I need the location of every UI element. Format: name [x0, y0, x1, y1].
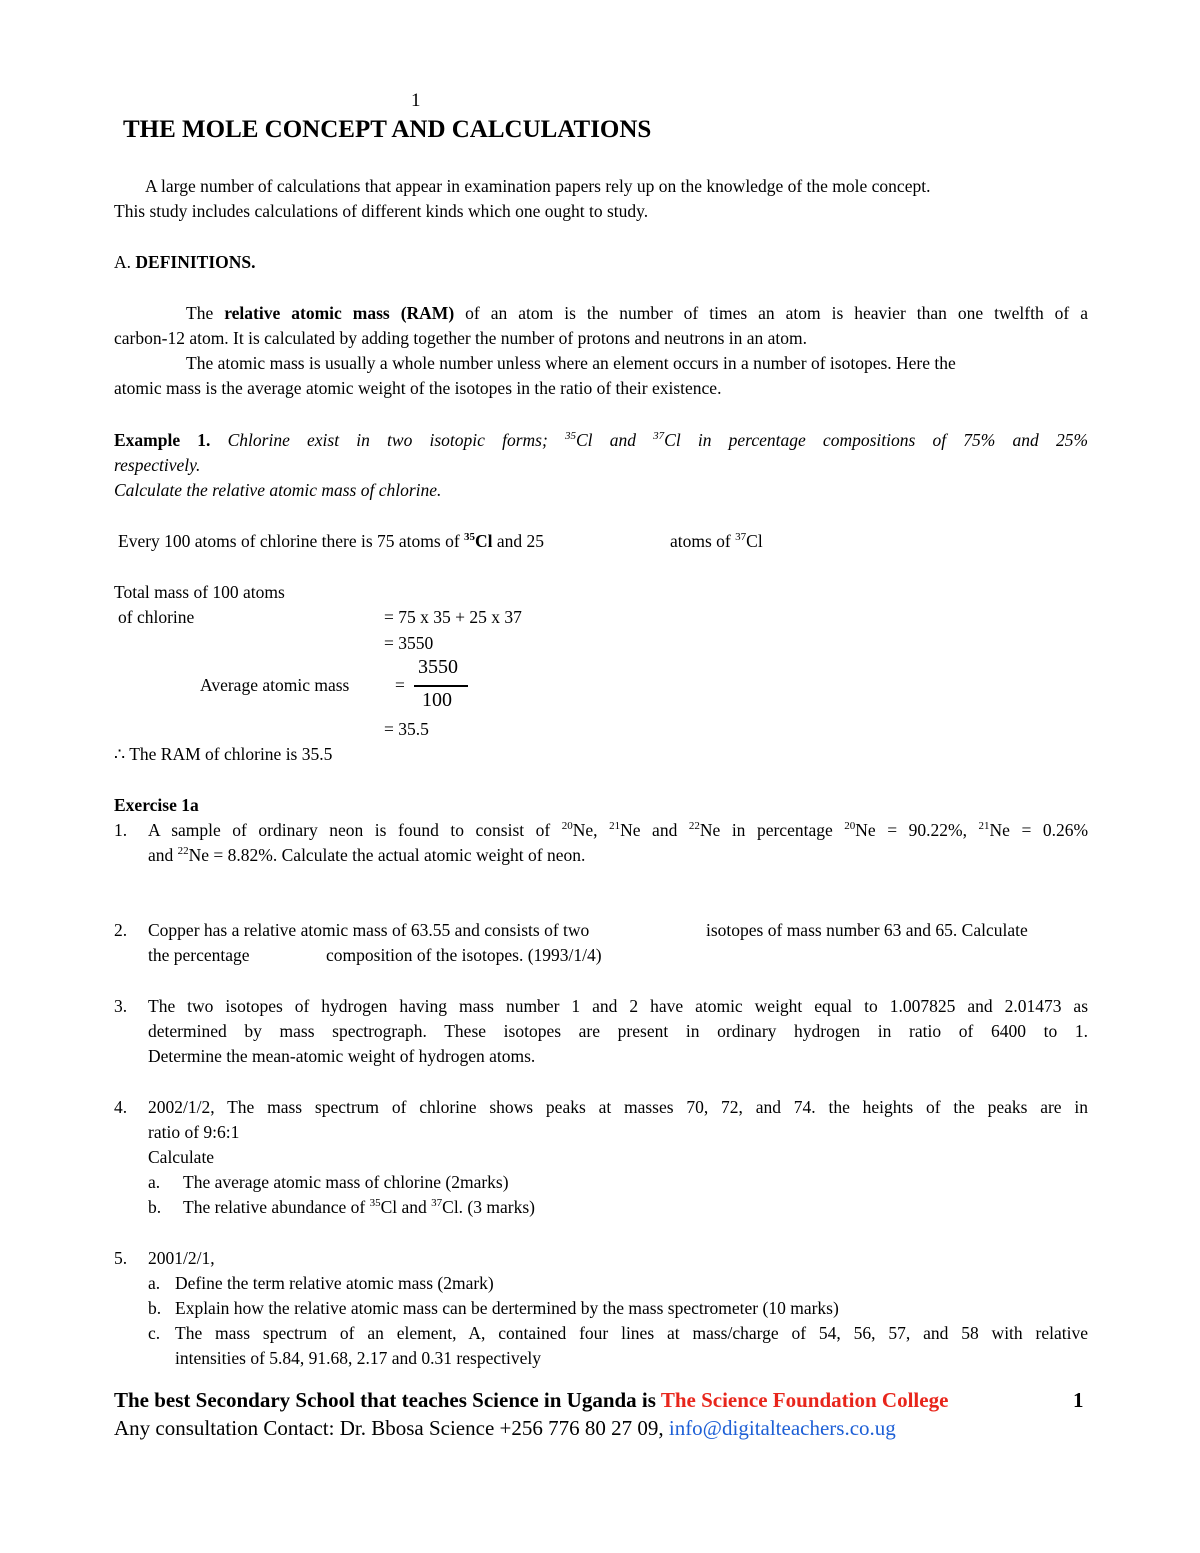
fraction-numerator: 3550	[418, 656, 458, 678]
q1-s21a: 21	[609, 820, 621, 832]
every-e: Cl	[746, 531, 763, 551]
q3-line1: The two isotopes of hydrogen having mass number 1 and 2 have atomic weight equal to 1.007825 and 2.01473 as	[148, 996, 1088, 1016]
example1-q-c: Cl in percentage compositions of 75% and 25%	[664, 430, 1089, 450]
calc-line-2: = 3550	[384, 633, 434, 653]
q4-line2: ratio of 9:6:1	[148, 1122, 240, 1142]
definitions-heading-text: DEFINITIONS.	[135, 252, 256, 272]
q4-number: 4.	[114, 1097, 128, 1117]
q2-line2-a: the percentage	[148, 945, 250, 965]
p1-rest: of an atom is the number of times an atom is heavier than one twelfth of a	[465, 303, 1089, 323]
example1-sup35: 35	[565, 430, 576, 442]
q5-line1: 2001/2/1,	[148, 1248, 215, 1268]
q5-b-text: Explain how the relative atomic mass can be dertermined by the mass spectrometer (10 marks)	[175, 1298, 839, 1318]
q5-c-text1: The mass spectrum of an element, A, contained four lines at mass/charge of 54, 56, 57, and 58 with relative	[175, 1323, 1088, 1343]
q2-number: 2.	[114, 920, 128, 940]
footer-line1	[114, 1386, 948, 1414]
q1-line1	[148, 818, 1088, 843]
q1-s21b: 21	[978, 820, 990, 832]
intro-line-2: This study includes calculations of different kinds which one ought to study.	[114, 201, 649, 221]
q4-b-text	[183, 1195, 535, 1220]
example1-every-line	[118, 529, 544, 554]
definitions-heading-prefix: A.	[114, 252, 136, 272]
q4-line1: 2002/1/2, The mass spectrum of chlorine shows peaks at masses 70, 72, and 74. the heights of the peaks are in	[148, 1097, 1088, 1117]
conclusion-line	[114, 742, 332, 767]
q3-line2: determined by mass spectrograph. These isotopes are present in ordinary hydrogen in ratio of 6400 to 1.	[148, 1021, 1088, 1041]
q1-l2-b: Ne = 8.82%. Calculate the actual atomic weight of neon.	[188, 845, 586, 865]
calc-line-3: = 35.5	[384, 719, 429, 739]
definitions-p2-line1: The atomic mass is usually a whole number unless where an element occurs in a number of isotopes. Here the	[186, 353, 956, 373]
every-d: atoms of	[670, 531, 731, 551]
q5-b-label: b.	[148, 1298, 162, 1318]
page-title: THE MOLE CONCEPT AND CALCULATIONS	[123, 116, 652, 143]
q1-l2-a: and	[148, 845, 174, 865]
q4-b-c: Cl. (3 marks)	[442, 1197, 535, 1217]
example1-every-line-tail	[670, 529, 763, 554]
average-atomic-mass-label: Average atomic mass	[200, 675, 350, 695]
exercise-title: Exercise 1a	[114, 795, 199, 815]
q5-number: 5.	[114, 1248, 128, 1268]
q1-l1-e: Ne = 90.22%,	[855, 820, 967, 840]
q1-s20a: 20	[561, 820, 573, 832]
q1-l1-b: Ne,	[572, 820, 598, 840]
intro-line-1: A large number of calculations that appear in examination papers rely up on the knowledge of the mole concept.	[145, 176, 931, 196]
q4-b-b: Cl and	[380, 1197, 427, 1217]
definitions-p1-line1	[186, 301, 1088, 326]
example1-sup37: 37	[653, 430, 665, 442]
q3-number: 3.	[114, 996, 128, 1016]
q2-line1-a: Copper has a relative atomic mass of 63.55 and consists of two	[148, 920, 590, 940]
q1-l1-c: Ne and	[620, 820, 678, 840]
footer-school-name: The Science Foundation College	[660, 1388, 949, 1412]
q4-line3: Calculate	[148, 1147, 215, 1167]
q5-a-text: Define the term relative atomic mass (2mark)	[175, 1273, 494, 1293]
q4-b-label: b.	[148, 1197, 162, 1217]
q2-line2-b: composition of the isotopes. (1993/1/4)	[326, 945, 602, 965]
q1-s22a: 22	[688, 820, 700, 832]
definitions-heading	[114, 250, 256, 275]
q1-number: 1.	[114, 820, 128, 840]
calc-line-1: = 75 x 35 + 25 x 37	[384, 607, 522, 627]
every-b: Cl	[475, 531, 493, 551]
definitions-p2-line2: atomic mass is the average atomic weight of the isotopes in the ratio of their existence.	[114, 378, 722, 398]
every-sup1: 35	[464, 531, 476, 543]
total-mass-line2: of chlorine	[118, 607, 195, 627]
footer-contact: Any consultation Contact: Dr. Bbosa Science +256 776 80 27 09,	[114, 1416, 664, 1440]
fraction-bar	[414, 685, 468, 687]
every-c: and 25	[496, 531, 545, 551]
fraction-denominator: 100	[422, 689, 452, 711]
q3-line3: Determine the mean-atomic weight of hydrogen atoms.	[148, 1046, 536, 1066]
average-equals: =	[395, 675, 405, 695]
q5-c-label: c.	[148, 1323, 161, 1343]
q5-a-label: a.	[148, 1273, 161, 1293]
footer-school-text: The best Secondary School that teaches Science in Uganda is	[114, 1388, 656, 1412]
example1-label: Example 1.	[114, 430, 211, 450]
p1-term: relative atomic mass (RAM)	[224, 303, 455, 323]
example1-question-line1	[114, 428, 1088, 453]
every-a: Every 100 atoms of chlorine there is 75 atoms of	[118, 531, 460, 551]
q5-c-text2: intensities of 5.84, 91.68, 2.17 and 0.31 respectively	[175, 1348, 541, 1368]
q4-b-sup1: 35	[369, 1197, 381, 1209]
example1-q-a: Chlorine exist in two isotopic forms;	[227, 430, 548, 450]
p1-the: The	[186, 303, 214, 323]
every-sup2: 37	[735, 531, 747, 543]
footer-page-number: 1	[1073, 1388, 1084, 1412]
q4-a-label: a.	[148, 1172, 161, 1192]
total-mass-line1: Total mass of 100 atoms	[114, 582, 285, 602]
q2-line1-b: isotopes of mass number 63 and 65. Calculate	[706, 920, 1028, 940]
therefore-symbol: ∴	[114, 744, 126, 764]
q4-b-a: The relative abundance of	[183, 1197, 366, 1217]
q1-s20b: 20	[844, 820, 856, 832]
q1-s22b: 22	[177, 845, 189, 857]
q1-l1-a: A sample of ordinary neon is found to consist of	[148, 820, 551, 840]
definitions-p1-line2: carbon-12 atom. It is calculated by adding together the number of protons and neutrons in an atom.	[114, 328, 808, 348]
example1-question-line3: Calculate the relative atomic mass of chlorine.	[114, 480, 442, 500]
footer-email-link[interactable]: info@digitalteachers.co.ug	[668, 1416, 896, 1440]
footer-line2	[114, 1414, 896, 1442]
example1-q-b: Cl and	[576, 430, 636, 450]
example1-question-line2: respectively.	[114, 455, 201, 475]
q1-l1-d: Ne in percentage	[699, 820, 833, 840]
page-number-top: 1	[411, 90, 421, 111]
conclusion-text: The RAM of chlorine is 35.5	[129, 744, 333, 764]
q1-line2	[148, 843, 585, 868]
q1-l1-f: Ne = 0.26%	[989, 820, 1089, 840]
q4-a-text: The average atomic mass of chlorine (2marks)	[183, 1172, 509, 1192]
q4-b-sup2: 37	[431, 1197, 443, 1209]
